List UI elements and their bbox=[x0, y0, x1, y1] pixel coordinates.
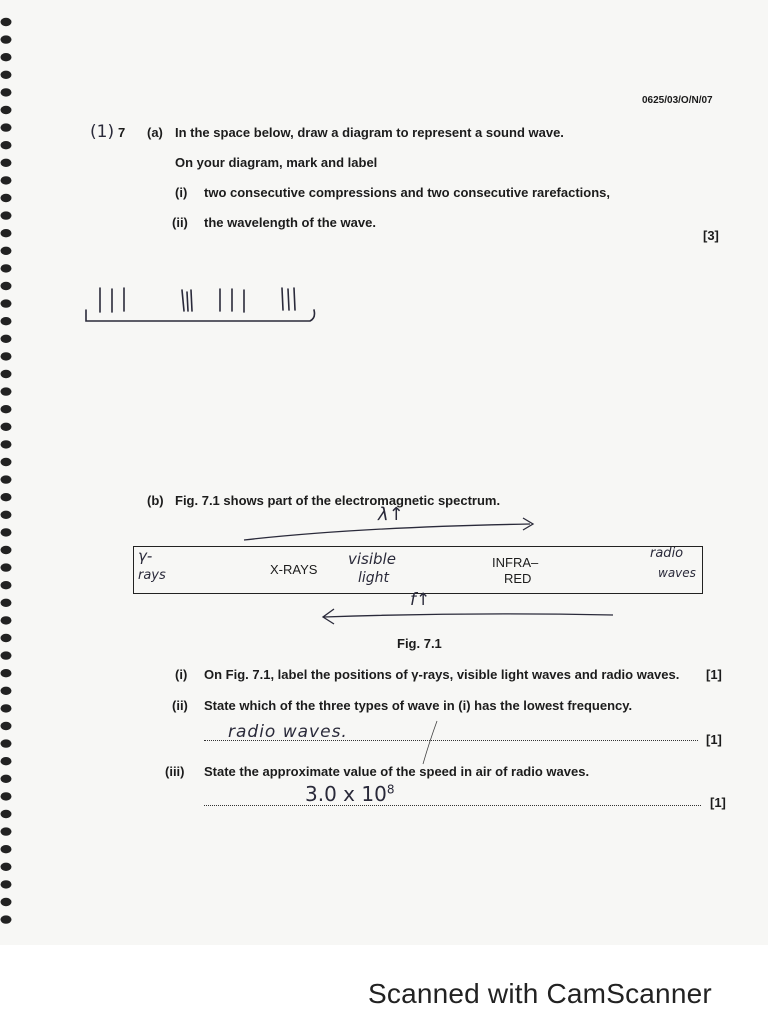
cell-radio-line1: radio bbox=[650, 546, 684, 561]
compression-line bbox=[182, 290, 184, 311]
question-i-text: On Fig. 7.1, label the positions of γ-rays, visible light waves and radio waves. bbox=[204, 667, 680, 682]
spiral-binding bbox=[0, 0, 24, 945]
spiral-ring bbox=[1, 757, 12, 765]
compression-line bbox=[187, 292, 188, 311]
spiral-ring bbox=[1, 616, 12, 624]
part-a-text: In the space below, draw a diagram to represent a sound wave. bbox=[175, 125, 564, 140]
spiral-ring bbox=[1, 775, 12, 783]
cell-visible-line2: light bbox=[358, 570, 390, 586]
answer-iii-text bbox=[305, 782, 394, 806]
spiral-ring bbox=[1, 405, 12, 413]
part-a-item-i-text: two consecutive compressions and two consecutive rarefactions, bbox=[204, 185, 611, 200]
part-b-label: (b) bbox=[147, 493, 164, 508]
spiral-ring bbox=[1, 739, 12, 747]
paper-code: 0625/03/O/N/07 bbox=[642, 95, 713, 106]
spiral-ring bbox=[1, 669, 12, 677]
spiral-ring bbox=[1, 211, 12, 219]
spiral-ring bbox=[1, 229, 12, 237]
question-iii-label: (iii) bbox=[165, 764, 185, 779]
spiral-ring bbox=[1, 898, 12, 906]
part-a-line2: On your diagram, mark and label bbox=[175, 155, 378, 170]
spiral-ring bbox=[1, 141, 12, 149]
spiral-ring bbox=[1, 863, 12, 871]
spiral-ring bbox=[1, 475, 12, 483]
spiral-ring bbox=[1, 387, 12, 395]
spiral-ring bbox=[1, 71, 12, 79]
spiral-ring bbox=[1, 546, 12, 554]
frequency-arrow-label: f↑ bbox=[410, 590, 431, 610]
question-i-marks: [1] bbox=[706, 667, 722, 682]
question-number: 7 bbox=[118, 125, 126, 140]
question-iii-text: State the approximate value of the speed in air of radio waves. bbox=[204, 764, 590, 779]
compression-line bbox=[288, 289, 289, 310]
wave-baseline bbox=[86, 310, 315, 321]
spiral-ring bbox=[1, 335, 12, 343]
spiral-ring bbox=[1, 194, 12, 202]
cell-infrared-line1: INFRA– bbox=[492, 555, 539, 570]
pen-stroke bbox=[415, 718, 445, 768]
spiral-ring bbox=[1, 687, 12, 695]
spiral-ring bbox=[1, 634, 12, 642]
spiral-ring bbox=[1, 423, 12, 431]
spiral-ring bbox=[1, 299, 12, 307]
spiral-ring bbox=[1, 317, 12, 325]
spiral-ring bbox=[1, 827, 12, 835]
spiral-ring bbox=[1, 159, 12, 167]
spiral-ring bbox=[1, 370, 12, 378]
cell-radio-line2: waves bbox=[658, 566, 696, 580]
part-a-item-ii-text: the wavelength of the wave. bbox=[204, 215, 376, 230]
spiral-ring bbox=[1, 264, 12, 272]
cell-xrays: X-RAYS bbox=[270, 562, 318, 577]
sound-wave-drawing bbox=[80, 280, 330, 330]
spiral-ring bbox=[1, 915, 12, 923]
part-a-marks: [3] bbox=[703, 228, 719, 243]
spiral-ring bbox=[1, 722, 12, 730]
spiral-ring bbox=[1, 53, 12, 61]
spiral-ring bbox=[1, 810, 12, 818]
spiral-ring bbox=[1, 247, 12, 255]
spiral-ring bbox=[1, 581, 12, 589]
spiral-ring bbox=[1, 352, 12, 360]
em-spectrum-box bbox=[133, 546, 703, 594]
question-ii-label: (ii) bbox=[172, 698, 188, 713]
cell-gamma-line1: γ- bbox=[138, 547, 153, 565]
compression-line bbox=[294, 288, 295, 310]
wavelength-arrow-label: λ↑ bbox=[378, 504, 404, 525]
cell-visible-line1: visible bbox=[348, 550, 396, 568]
compression-line bbox=[282, 288, 283, 310]
spiral-ring bbox=[1, 845, 12, 853]
spiral-ring bbox=[1, 176, 12, 184]
spiral-ring bbox=[1, 599, 12, 607]
question-ii-marks: [1] bbox=[706, 732, 722, 747]
question-iii-marks: [1] bbox=[710, 795, 726, 810]
part-a-label: (a) bbox=[147, 125, 163, 140]
part-a-item-ii-label: (ii) bbox=[172, 215, 188, 230]
spiral-ring bbox=[1, 458, 12, 466]
spiral-ring bbox=[1, 123, 12, 131]
cell-infrared-line2: RED bbox=[504, 571, 532, 586]
compression-line bbox=[191, 290, 192, 311]
fig-caption: Fig. 7.1 bbox=[397, 636, 442, 651]
spiral-ring bbox=[1, 493, 12, 501]
part-b-text: Fig. 7.1 shows part of the electromagnetic spectrum. bbox=[175, 493, 501, 508]
cell-gamma-line2: rays bbox=[138, 568, 166, 583]
spiral-ring bbox=[1, 35, 12, 43]
question-ii-text: State which of the three types of wave in (i) has the lowest frequency. bbox=[204, 698, 633, 713]
spiral-ring bbox=[1, 563, 12, 571]
answer-iii-exponent: 8 bbox=[386, 782, 395, 797]
spiral-ring bbox=[1, 704, 12, 712]
question-i-label: (i) bbox=[175, 667, 188, 682]
scanner-watermark: Scanned with CamScanner bbox=[368, 978, 712, 1009]
spiral-ring bbox=[1, 792, 12, 800]
answer-ii-text: radio waves. bbox=[228, 722, 348, 742]
spiral-ring bbox=[1, 106, 12, 114]
spiral-ring bbox=[1, 528, 12, 536]
spiral-ring bbox=[1, 18, 12, 26]
frequency-arrow bbox=[318, 598, 618, 628]
spiral-ring bbox=[1, 880, 12, 888]
answer-iii-line bbox=[204, 805, 701, 806]
spiral-ring bbox=[1, 440, 12, 448]
margin-note: (1) bbox=[90, 122, 115, 142]
spiral-ring bbox=[1, 651, 12, 659]
spiral-ring bbox=[1, 88, 12, 96]
spiral-ring bbox=[1, 282, 12, 290]
spiral-ring bbox=[1, 511, 12, 519]
answer-iii-base: 3.0 x 10 bbox=[305, 782, 387, 806]
part-a-item-i-label: (i) bbox=[175, 185, 188, 200]
